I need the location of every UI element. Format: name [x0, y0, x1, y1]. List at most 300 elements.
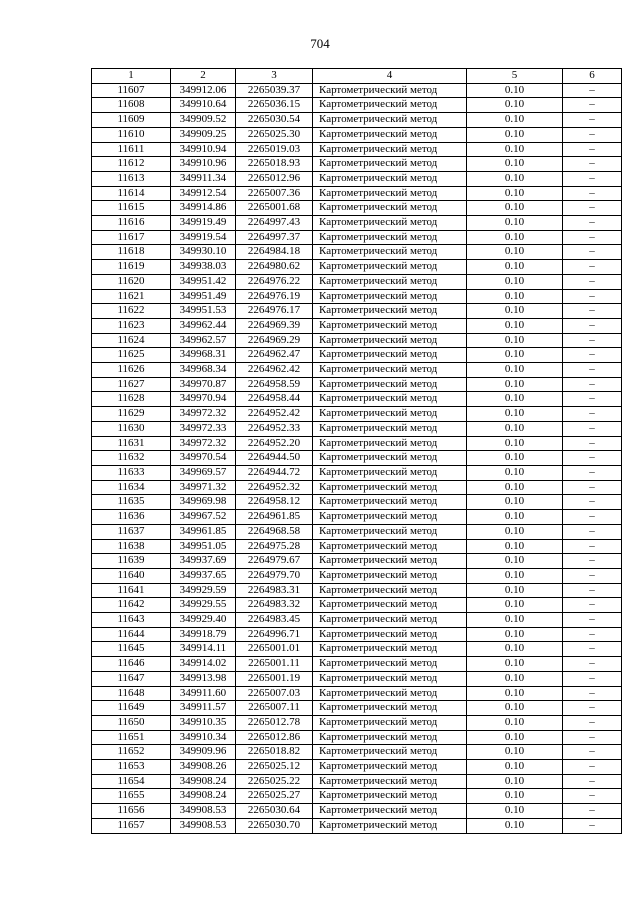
point-number-cell: 11642	[92, 598, 171, 613]
y-coordinate-cell: 2265019.03	[236, 142, 313, 157]
note-cell: –	[563, 465, 622, 480]
x-coordinate-cell: 349910.35	[171, 715, 236, 730]
accuracy-cell: 0.10	[467, 657, 563, 672]
table-row	[92, 260, 622, 275]
method-cell: Картометрический метод	[313, 216, 467, 231]
table-row	[92, 465, 622, 480]
y-coordinate-cell: 2264944.50	[236, 451, 313, 466]
table-row	[92, 613, 622, 628]
method-cell: Картометрический метод	[313, 774, 467, 789]
method-cell: Картометрический метод	[313, 245, 467, 260]
table-row	[92, 568, 622, 583]
accuracy-cell: 0.10	[467, 392, 563, 407]
table-row	[92, 818, 622, 833]
accuracy-cell: 0.10	[467, 627, 563, 642]
y-coordinate-cell: 2265030.54	[236, 113, 313, 128]
point-number-cell: 11656	[92, 804, 171, 819]
accuracy-cell: 0.10	[467, 686, 563, 701]
table-row	[92, 98, 622, 113]
method-cell: Картометрический метод	[313, 333, 467, 348]
method-cell: Картометрический метод	[313, 436, 467, 451]
y-coordinate-cell: 2265036.15	[236, 98, 313, 113]
x-coordinate-cell: 349909.25	[171, 127, 236, 142]
y-coordinate-cell: 2265007.36	[236, 186, 313, 201]
column-header-3: 3	[236, 69, 313, 84]
point-number-cell: 11652	[92, 745, 171, 760]
y-coordinate-cell: 2264962.42	[236, 363, 313, 378]
y-coordinate-cell: 2265030.64	[236, 804, 313, 819]
accuracy-cell: 0.10	[467, 348, 563, 363]
point-number-cell: 11643	[92, 613, 171, 628]
x-coordinate-cell: 349968.34	[171, 363, 236, 378]
x-coordinate-cell: 349969.98	[171, 495, 236, 510]
point-number-cell: 11626	[92, 363, 171, 378]
accuracy-cell: 0.10	[467, 730, 563, 745]
y-coordinate-cell: 2265039.37	[236, 83, 313, 98]
table-row	[92, 318, 622, 333]
note-cell: –	[563, 715, 622, 730]
accuracy-cell: 0.10	[467, 421, 563, 436]
method-cell: Картометрический метод	[313, 568, 467, 583]
y-coordinate-cell: 2265025.30	[236, 127, 313, 142]
y-coordinate-cell: 2264980.62	[236, 260, 313, 275]
x-coordinate-cell: 349930.10	[171, 245, 236, 260]
method-cell: Картометрический метод	[313, 804, 467, 819]
point-number-cell: 11654	[92, 774, 171, 789]
accuracy-cell: 0.10	[467, 377, 563, 392]
note-cell: –	[563, 363, 622, 378]
point-number-cell: 11638	[92, 539, 171, 554]
point-number-cell: 11619	[92, 260, 171, 275]
point-number-cell: 11637	[92, 524, 171, 539]
accuracy-cell: 0.10	[467, 465, 563, 480]
note-cell: –	[563, 554, 622, 569]
x-coordinate-cell: 349914.86	[171, 201, 236, 216]
accuracy-cell: 0.10	[467, 524, 563, 539]
table-body	[92, 83, 622, 833]
note-cell: –	[563, 583, 622, 598]
y-coordinate-cell: 2264979.70	[236, 568, 313, 583]
point-number-cell: 11615	[92, 201, 171, 216]
accuracy-cell: 0.10	[467, 363, 563, 378]
note-cell: –	[563, 568, 622, 583]
note-cell: –	[563, 789, 622, 804]
note-cell: –	[563, 745, 622, 760]
x-coordinate-cell: 349967.52	[171, 510, 236, 525]
y-coordinate-cell: 2264952.20	[236, 436, 313, 451]
method-cell: Картометрический метод	[313, 113, 467, 128]
method-cell: Картометрический метод	[313, 495, 467, 510]
accuracy-cell: 0.10	[467, 671, 563, 686]
point-number-cell: 11630	[92, 421, 171, 436]
table-row	[92, 657, 622, 672]
point-number-cell: 11607	[92, 83, 171, 98]
note-cell: –	[563, 686, 622, 701]
point-number-cell: 11639	[92, 554, 171, 569]
column-header-6: 6	[563, 69, 622, 84]
accuracy-cell: 0.10	[467, 230, 563, 245]
table-row	[92, 127, 622, 142]
accuracy-cell: 0.10	[467, 333, 563, 348]
table-row	[92, 730, 622, 745]
y-coordinate-cell: 2265007.03	[236, 686, 313, 701]
x-coordinate-cell: 349970.54	[171, 451, 236, 466]
note-cell: –	[563, 98, 622, 113]
accuracy-cell: 0.10	[467, 436, 563, 451]
y-coordinate-cell: 2264976.19	[236, 289, 313, 304]
x-coordinate-cell: 349912.54	[171, 186, 236, 201]
method-cell: Картометрический метод	[313, 377, 467, 392]
accuracy-cell: 0.10	[467, 127, 563, 142]
method-cell: Картометрический метод	[313, 524, 467, 539]
point-number-cell: 11611	[92, 142, 171, 157]
point-number-cell: 11620	[92, 274, 171, 289]
accuracy-cell: 0.10	[467, 804, 563, 819]
y-coordinate-cell: 2265012.86	[236, 730, 313, 745]
note-cell: –	[563, 451, 622, 466]
point-number-cell: 11610	[92, 127, 171, 142]
point-number-cell: 11633	[92, 465, 171, 480]
point-number-cell: 11616	[92, 216, 171, 231]
note-cell: –	[563, 289, 622, 304]
y-coordinate-cell: 2265007.11	[236, 701, 313, 716]
y-coordinate-cell: 2264983.31	[236, 583, 313, 598]
point-number-cell: 11624	[92, 333, 171, 348]
method-cell: Картометрический метод	[313, 598, 467, 613]
table-row	[92, 171, 622, 186]
accuracy-cell: 0.10	[467, 583, 563, 598]
table-row	[92, 392, 622, 407]
column-header-1: 1	[92, 69, 171, 84]
x-coordinate-cell: 349919.54	[171, 230, 236, 245]
y-coordinate-cell: 2264952.42	[236, 407, 313, 422]
note-cell: –	[563, 774, 622, 789]
point-number-cell: 11621	[92, 289, 171, 304]
accuracy-cell: 0.10	[467, 245, 563, 260]
accuracy-cell: 0.10	[467, 260, 563, 275]
x-coordinate-cell: 349910.34	[171, 730, 236, 745]
method-cell: Картометрический метод	[313, 451, 467, 466]
accuracy-cell: 0.10	[467, 642, 563, 657]
point-number-cell: 11651	[92, 730, 171, 745]
point-number-cell: 11635	[92, 495, 171, 510]
note-cell: –	[563, 524, 622, 539]
column-header-4: 4	[313, 69, 467, 84]
accuracy-cell: 0.10	[467, 818, 563, 833]
y-coordinate-cell: 2264958.44	[236, 392, 313, 407]
x-coordinate-cell: 349908.24	[171, 789, 236, 804]
page-number: 704	[310, 36, 330, 51]
column-header-5: 5	[467, 69, 563, 84]
method-cell: Картометрический метод	[313, 583, 467, 598]
accuracy-cell: 0.10	[467, 495, 563, 510]
table-row	[92, 539, 622, 554]
x-coordinate-cell: 349911.60	[171, 686, 236, 701]
accuracy-cell: 0.10	[467, 289, 563, 304]
accuracy-cell: 0.10	[467, 568, 563, 583]
y-coordinate-cell: 2264952.32	[236, 480, 313, 495]
method-cell: Картометрический метод	[313, 480, 467, 495]
x-coordinate-cell: 349914.02	[171, 657, 236, 672]
accuracy-cell: 0.10	[467, 157, 563, 172]
note-cell: –	[563, 613, 622, 628]
table-row	[92, 480, 622, 495]
method-cell: Картометрический метод	[313, 98, 467, 113]
accuracy-cell: 0.10	[467, 407, 563, 422]
table-row	[92, 304, 622, 319]
note-cell: –	[563, 245, 622, 260]
column-header-2: 2	[171, 69, 236, 84]
y-coordinate-cell: 2264976.17	[236, 304, 313, 319]
point-number-cell: 11645	[92, 642, 171, 657]
method-cell: Картометрический метод	[313, 230, 467, 245]
table-row	[92, 157, 622, 172]
point-number-cell: 11634	[92, 480, 171, 495]
x-coordinate-cell: 349972.33	[171, 421, 236, 436]
note-cell: –	[563, 436, 622, 451]
accuracy-cell: 0.10	[467, 216, 563, 231]
note-cell: –	[563, 83, 622, 98]
point-number-cell: 11644	[92, 627, 171, 642]
y-coordinate-cell: 2265001.01	[236, 642, 313, 657]
y-coordinate-cell: 2264958.59	[236, 377, 313, 392]
method-cell: Картометрический метод	[313, 142, 467, 157]
point-number-cell: 11641	[92, 583, 171, 598]
accuracy-cell: 0.10	[467, 304, 563, 319]
y-coordinate-cell: 2264996.71	[236, 627, 313, 642]
x-coordinate-cell: 349908.53	[171, 818, 236, 833]
note-cell: –	[563, 671, 622, 686]
method-cell: Картометрический метод	[313, 642, 467, 657]
note-cell: –	[563, 348, 622, 363]
y-coordinate-cell: 2265001.68	[236, 201, 313, 216]
table-row	[92, 510, 622, 525]
method-cell: Картометрический метод	[313, 407, 467, 422]
accuracy-cell: 0.10	[467, 510, 563, 525]
method-cell: Картометрический метод	[313, 157, 467, 172]
method-cell: Картометрический метод	[313, 421, 467, 436]
note-cell: –	[563, 598, 622, 613]
accuracy-cell: 0.10	[467, 554, 563, 569]
point-number-cell: 11636	[92, 510, 171, 525]
note-cell: –	[563, 539, 622, 554]
method-cell: Картометрический метод	[313, 701, 467, 716]
accuracy-cell: 0.10	[467, 789, 563, 804]
point-number-cell: 11627	[92, 377, 171, 392]
y-coordinate-cell: 2264976.22	[236, 274, 313, 289]
note-cell: –	[563, 730, 622, 745]
point-number-cell: 11649	[92, 701, 171, 716]
method-cell: Картометрический метод	[313, 627, 467, 642]
method-cell: Картометрический метод	[313, 715, 467, 730]
x-coordinate-cell: 349929.59	[171, 583, 236, 598]
method-cell: Картометрический метод	[313, 289, 467, 304]
x-coordinate-cell: 349910.94	[171, 142, 236, 157]
method-cell: Картометрический метод	[313, 83, 467, 98]
note-cell: –	[563, 201, 622, 216]
x-coordinate-cell: 349951.49	[171, 289, 236, 304]
note-cell: –	[563, 333, 622, 348]
accuracy-cell: 0.10	[467, 186, 563, 201]
note-cell: –	[563, 627, 622, 642]
y-coordinate-cell: 2264983.45	[236, 613, 313, 628]
x-coordinate-cell: 349918.79	[171, 627, 236, 642]
method-cell: Картометрический метод	[313, 818, 467, 833]
accuracy-cell: 0.10	[467, 142, 563, 157]
method-cell: Картометрический метод	[313, 127, 467, 142]
note-cell: –	[563, 157, 622, 172]
note-cell: –	[563, 701, 622, 716]
point-number-cell: 11617	[92, 230, 171, 245]
note-cell: –	[563, 657, 622, 672]
point-number-cell: 11653	[92, 760, 171, 775]
x-coordinate-cell: 349910.96	[171, 157, 236, 172]
x-coordinate-cell: 349969.57	[171, 465, 236, 480]
x-coordinate-cell: 349937.69	[171, 554, 236, 569]
table-row	[92, 642, 622, 657]
note-cell: –	[563, 171, 622, 186]
coordinates-table	[91, 68, 622, 834]
method-cell: Картометрический метод	[313, 318, 467, 333]
method-cell: Картометрический метод	[313, 613, 467, 628]
y-coordinate-cell: 2265030.70	[236, 818, 313, 833]
x-coordinate-cell: 349911.34	[171, 171, 236, 186]
method-cell: Картометрический метод	[313, 465, 467, 480]
point-number-cell: 11657	[92, 818, 171, 833]
note-cell: –	[563, 113, 622, 128]
x-coordinate-cell: 349962.44	[171, 318, 236, 333]
x-coordinate-cell: 349919.49	[171, 216, 236, 231]
table-row	[92, 245, 622, 260]
table-row	[92, 774, 622, 789]
x-coordinate-cell: 349972.32	[171, 436, 236, 451]
point-number-cell: 11631	[92, 436, 171, 451]
y-coordinate-cell: 2265001.19	[236, 671, 313, 686]
method-cell: Картометрический метод	[313, 348, 467, 363]
point-number-cell: 11640	[92, 568, 171, 583]
y-coordinate-cell: 2264969.29	[236, 333, 313, 348]
table-row	[92, 627, 622, 642]
point-number-cell: 11655	[92, 789, 171, 804]
table-row	[92, 671, 622, 686]
x-coordinate-cell: 349909.52	[171, 113, 236, 128]
method-cell: Картометрический метод	[313, 171, 467, 186]
x-coordinate-cell: 349908.26	[171, 760, 236, 775]
accuracy-cell: 0.10	[467, 774, 563, 789]
method-cell: Картометрический метод	[313, 186, 467, 201]
x-coordinate-cell: 349961.85	[171, 524, 236, 539]
table-row	[92, 333, 622, 348]
y-coordinate-cell: 2264958.12	[236, 495, 313, 510]
method-cell: Картометрический метод	[313, 304, 467, 319]
x-coordinate-cell: 349929.55	[171, 598, 236, 613]
table-row	[92, 83, 622, 98]
y-coordinate-cell: 2265025.27	[236, 789, 313, 804]
y-coordinate-cell: 2264969.39	[236, 318, 313, 333]
table-row	[92, 554, 622, 569]
x-coordinate-cell: 349971.32	[171, 480, 236, 495]
table-row	[92, 407, 622, 422]
note-cell: –	[563, 260, 622, 275]
x-coordinate-cell: 349913.98	[171, 671, 236, 686]
x-coordinate-cell: 349962.57	[171, 333, 236, 348]
table-row	[92, 524, 622, 539]
table-row	[92, 436, 622, 451]
y-coordinate-cell: 2265001.11	[236, 657, 313, 672]
point-number-cell: 11622	[92, 304, 171, 319]
note-cell: –	[563, 304, 622, 319]
point-number-cell: 11625	[92, 348, 171, 363]
table-row	[92, 201, 622, 216]
x-coordinate-cell: 349951.53	[171, 304, 236, 319]
table-row	[92, 495, 622, 510]
table-row	[92, 745, 622, 760]
x-coordinate-cell: 349951.42	[171, 274, 236, 289]
method-cell: Картометрический метод	[313, 363, 467, 378]
method-cell: Картометрический метод	[313, 730, 467, 745]
accuracy-cell: 0.10	[467, 760, 563, 775]
table-row	[92, 348, 622, 363]
x-coordinate-cell: 349912.06	[171, 83, 236, 98]
x-coordinate-cell: 349929.40	[171, 613, 236, 628]
x-coordinate-cell: 349908.53	[171, 804, 236, 819]
y-coordinate-cell: 2265018.82	[236, 745, 313, 760]
method-cell: Картометрический метод	[313, 201, 467, 216]
table-row	[92, 421, 622, 436]
table-row	[92, 583, 622, 598]
accuracy-cell: 0.10	[467, 598, 563, 613]
point-number-cell: 11623	[92, 318, 171, 333]
point-number-cell: 11612	[92, 157, 171, 172]
y-coordinate-cell: 2264979.67	[236, 554, 313, 569]
table-row	[92, 186, 622, 201]
method-cell: Картометрический метод	[313, 789, 467, 804]
note-cell: –	[563, 480, 622, 495]
method-cell: Картометрический метод	[313, 657, 467, 672]
y-coordinate-cell: 2265012.96	[236, 171, 313, 186]
x-coordinate-cell: 349968.31	[171, 348, 236, 363]
table-row	[92, 804, 622, 819]
point-number-cell: 11609	[92, 113, 171, 128]
y-coordinate-cell: 2265012.78	[236, 715, 313, 730]
accuracy-cell: 0.10	[467, 480, 563, 495]
y-coordinate-cell: 2264997.43	[236, 216, 313, 231]
x-coordinate-cell: 349970.94	[171, 392, 236, 407]
note-cell: –	[563, 421, 622, 436]
method-cell: Картометрический метод	[313, 260, 467, 275]
table-row	[92, 216, 622, 231]
y-coordinate-cell: 2265025.22	[236, 774, 313, 789]
table-header-row	[92, 69, 622, 84]
note-cell: –	[563, 510, 622, 525]
accuracy-cell: 0.10	[467, 715, 563, 730]
table-row	[92, 142, 622, 157]
table-row	[92, 701, 622, 716]
accuracy-cell: 0.10	[467, 745, 563, 760]
note-cell: –	[563, 318, 622, 333]
point-number-cell: 11614	[92, 186, 171, 201]
note-cell: –	[563, 142, 622, 157]
method-cell: Картометрический метод	[313, 392, 467, 407]
table-row	[92, 686, 622, 701]
point-number-cell: 11648	[92, 686, 171, 701]
point-number-cell: 11618	[92, 245, 171, 260]
method-cell: Картометрический метод	[313, 686, 467, 701]
coordinates-table-container	[91, 68, 622, 834]
point-number-cell: 11613	[92, 171, 171, 186]
y-coordinate-cell: 2265018.93	[236, 157, 313, 172]
table-row	[92, 598, 622, 613]
